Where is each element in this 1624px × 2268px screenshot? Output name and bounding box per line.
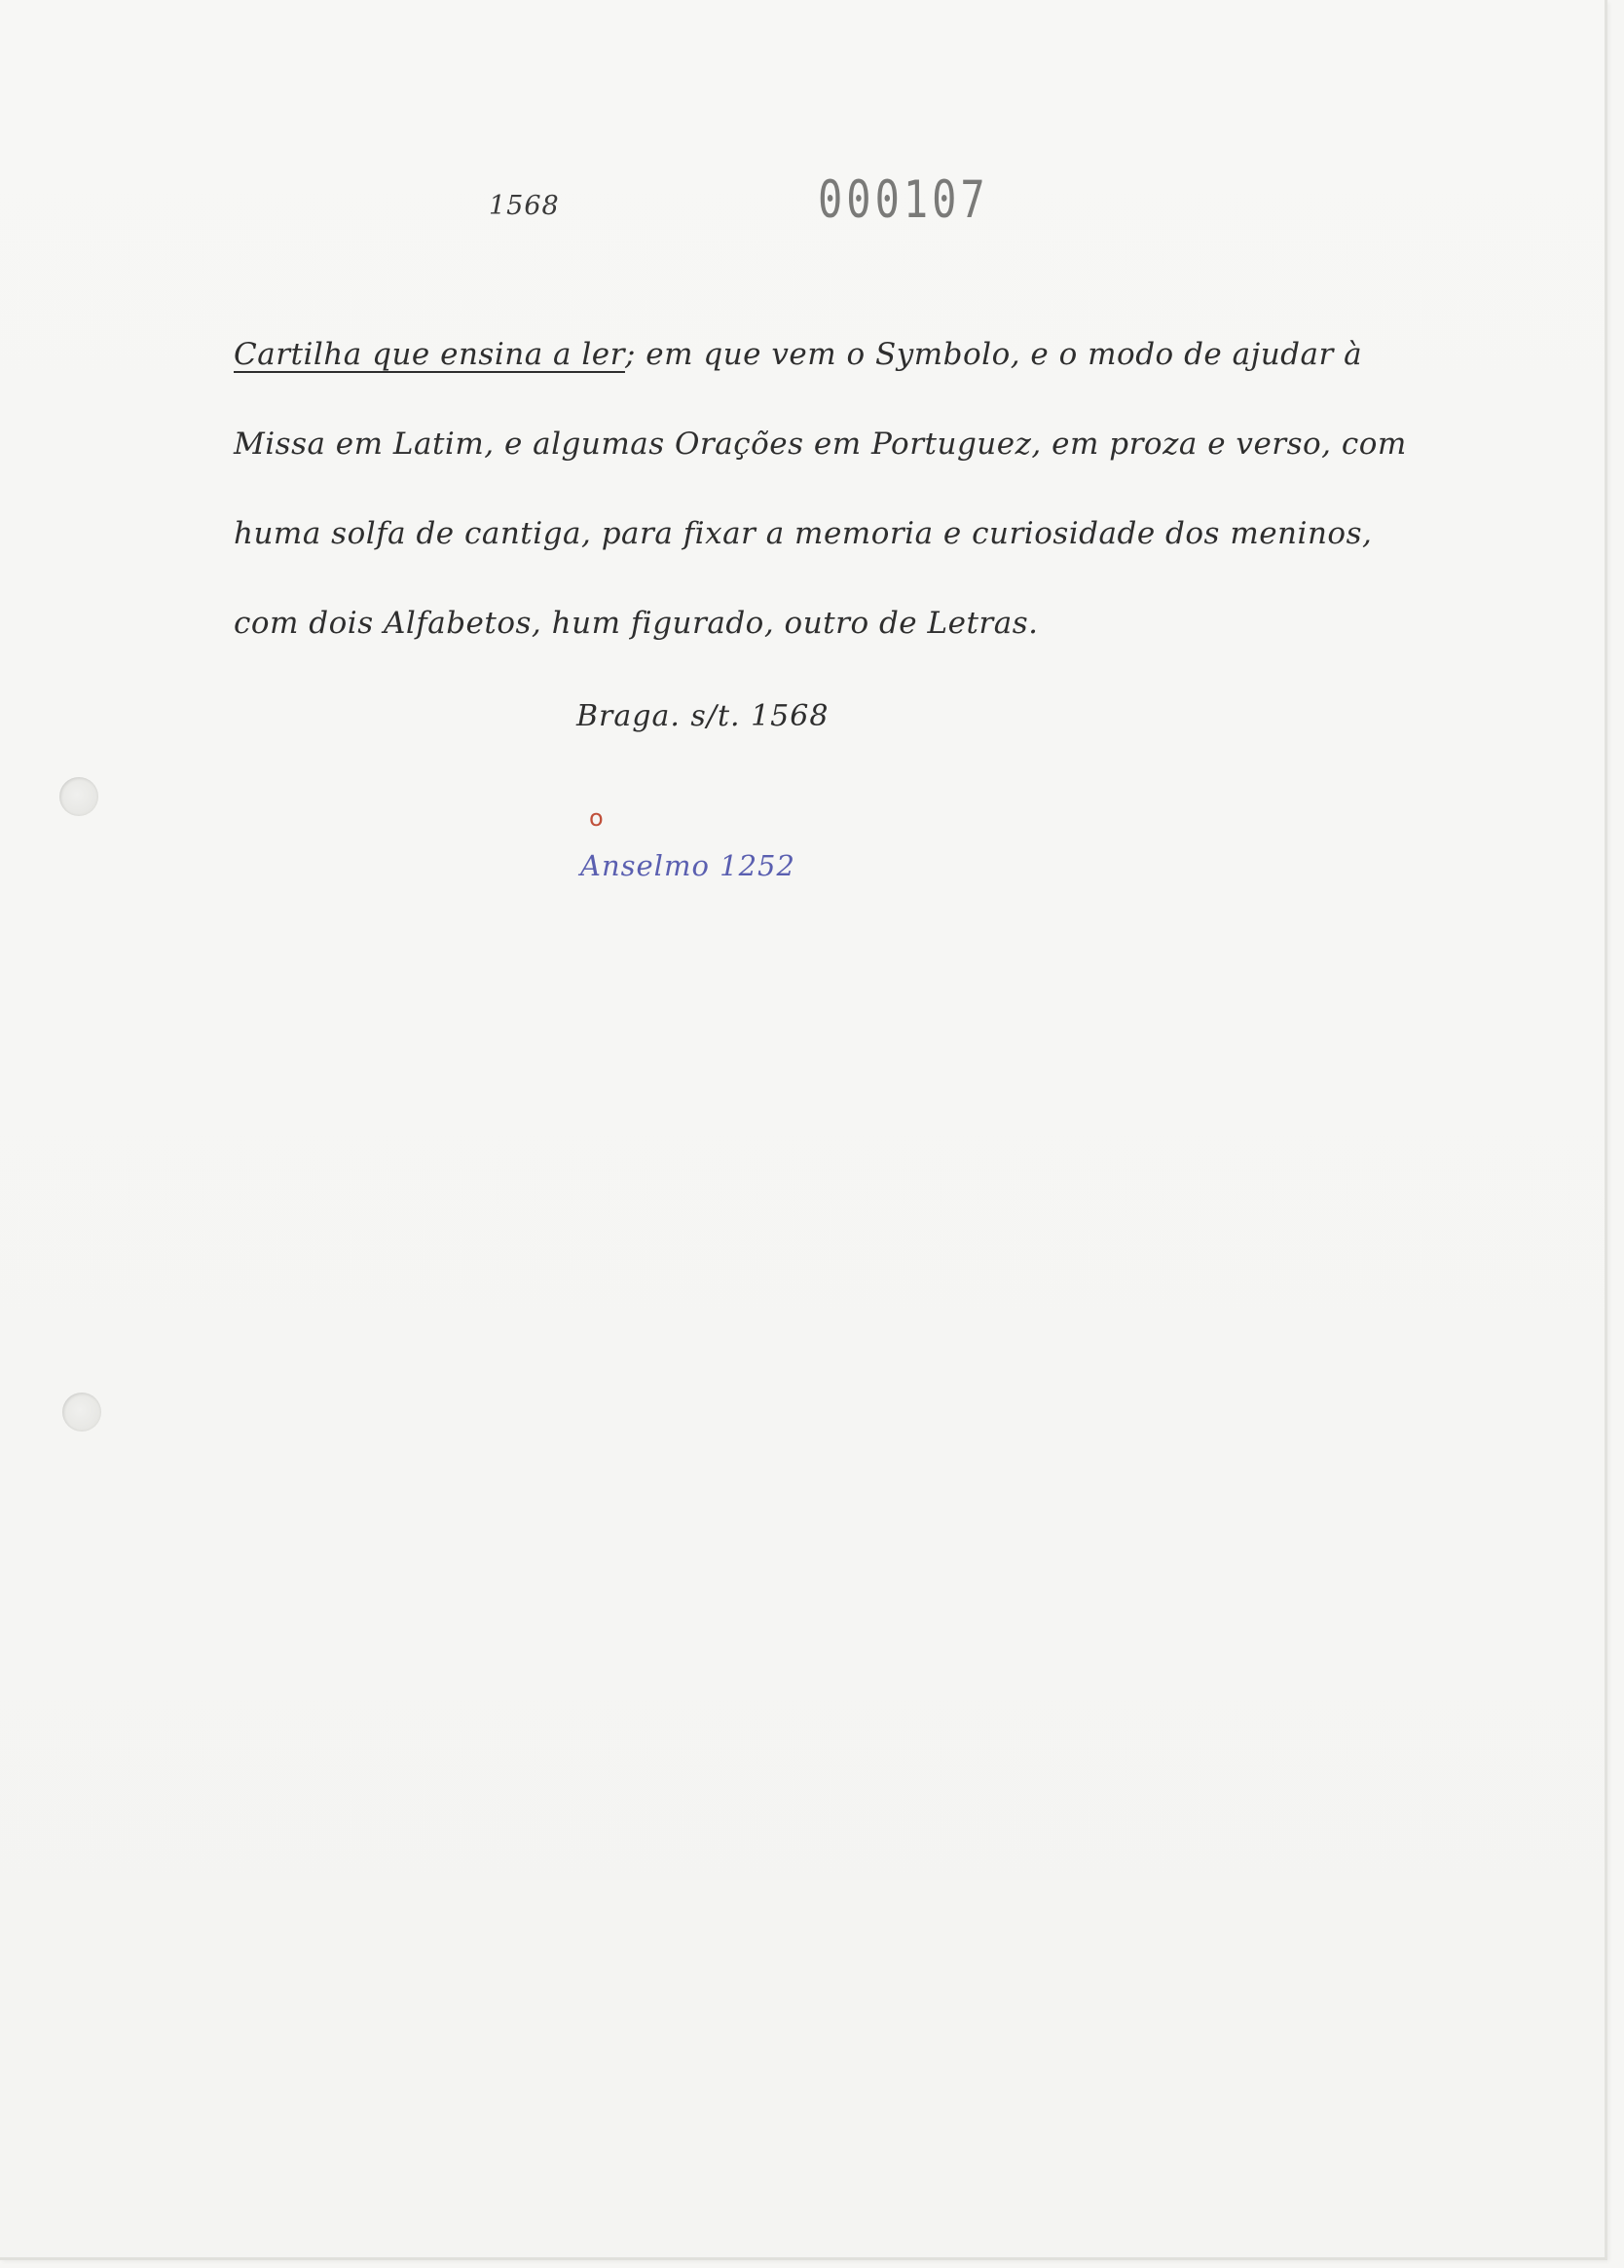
title-line-1-rest: ; em que vem o Symbolo, e o modo de ajudar à <box>624 337 1363 372</box>
punch-hole <box>62 1393 101 1431</box>
imprint: Braga. s/t. 1568 <box>576 699 830 733</box>
title-underlined: Cartilha que ensina a ler <box>234 337 625 372</box>
header-year: 1568 <box>489 191 560 221</box>
title-line-3: huma solfa de cantiga, para fixar a memoria e curiosidade dos meninos, <box>234 516 1373 551</box>
punch-hole <box>59 777 98 816</box>
title-block <box>234 310 1499 668</box>
red-circle-mark: o <box>589 804 604 832</box>
title-line-4: com dois Alfabetos, hum figurado, outro de Letras. <box>234 606 1039 641</box>
catalog-reference: Anselmo 1252 <box>580 849 795 882</box>
title-line-2: Missa em Latim, e algumas Orações em Portuguez, em proza e verso, com <box>234 427 1407 462</box>
title-line-1 <box>234 310 1499 399</box>
stamp-number: 000107 <box>818 169 989 230</box>
